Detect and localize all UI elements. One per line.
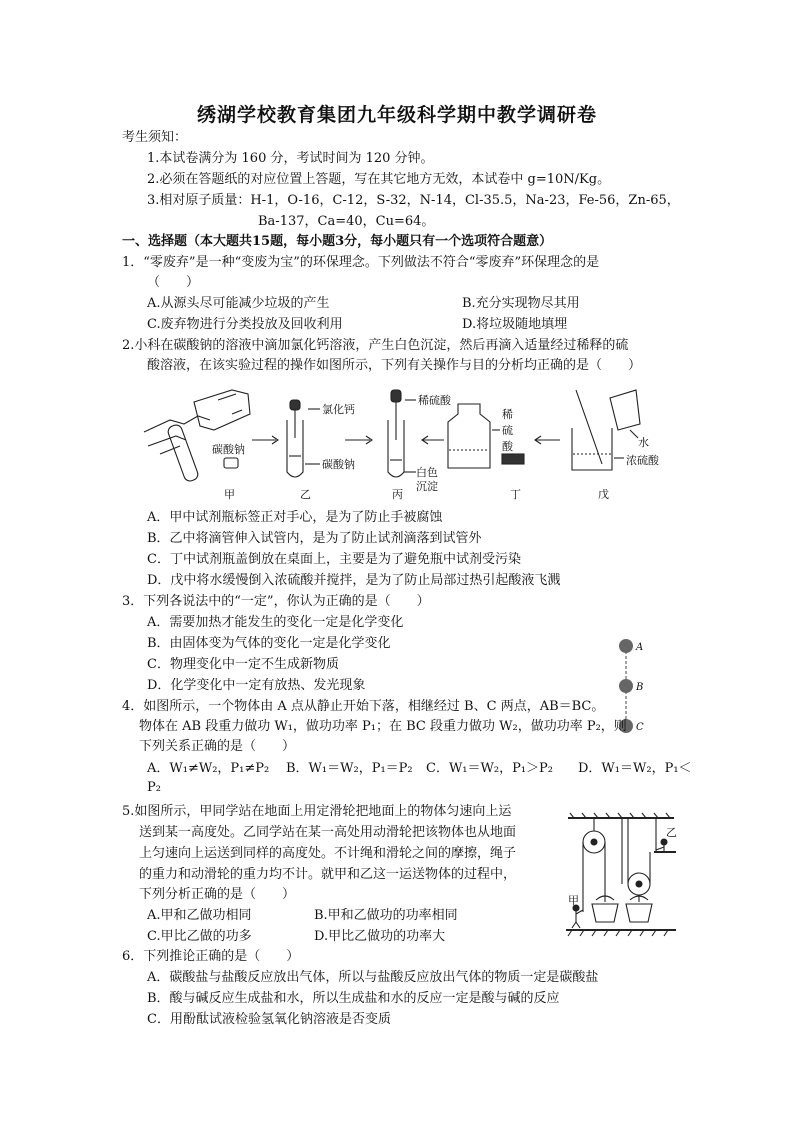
q6-stem: 6．下列推论正确的是（ ） <box>122 949 300 964</box>
fig-label-ding-3: 酸 <box>502 440 513 453</box>
notice-item: 2.必须在答题纸的对应位置上答题，写在其它地方无效，本试卷中 g=10N/Kg。 <box>147 172 611 187</box>
q5-stem: 上匀速向上运送到同样的高度处。不计绳和滑轮之间的摩擦，绳子 <box>139 846 517 861</box>
q4-option-d: D．W₁＝W₂，P₁＜ <box>578 761 692 776</box>
q5-pulley-figure <box>564 812 684 940</box>
pulley-label-yi: 乙 <box>666 826 677 839</box>
notice-item: 3.相对原子质量：H-1，O-16，C-12，S-32，N-14，Cl-35.5，Na-23，Fe-56，Zn-65， <box>147 193 680 208</box>
fig-label-wu: 戊 <box>598 488 609 501</box>
q1-option-b: B.充分实现物尽其用 <box>462 296 580 311</box>
q6-option-a: A．碳酸盐与盐酸反应放出气体，所以与盐酸反应放出气体的物质一定是碳酸盐 <box>147 970 599 985</box>
q5-option-b: B.甲和乙做功的功率相同 <box>314 908 458 923</box>
fig-label-jia-bottle: 碳酸钠 <box>212 443 245 456</box>
q1-option-c: C.废弃物进行分类投放及回收利用 <box>147 317 343 332</box>
q3-option-b: B．由固体变为气体的变化一定是化学变化 <box>147 636 391 651</box>
q4-option-a: A．W₁≠W₂，P₁≠P₂ <box>147 761 270 776</box>
fig-label-yi-bottom: 碳酸钠 <box>322 458 355 471</box>
pulley-label-jia: 甲 <box>568 894 579 907</box>
q3-stem: 3．下列各说法中的“一定”，你认为正确的是（ ） <box>122 594 430 609</box>
q2-stem: 2.小科在碳酸钠的溶液中滴加氯化钙溶液，产生白色沉淀，然后再滴入适量经过稀释的硫 <box>122 338 629 353</box>
point-b-label: B <box>636 682 644 693</box>
notice-item: 1.本试卷满分为 160 分，考试时间为 120 分钟。 <box>147 151 434 166</box>
exam-title: 绣湖学校教育集团九年级科学期中教学调研卷 <box>196 104 597 126</box>
point-a-label: A <box>636 642 644 653</box>
fig-label-bing-top: 稀硫酸 <box>418 394 451 407</box>
q4-stem: 下列关系正确的是（ ） <box>139 739 296 754</box>
q5-option-a: A.甲和乙做功相同 <box>147 908 252 923</box>
q1-stem-bracket: （ ） <box>147 275 200 290</box>
fig-label-jia: 甲 <box>224 488 235 501</box>
notice-item: Ba-137，Ca=40，Cu=64。 <box>258 214 435 229</box>
q5-option-c: C.甲比乙做的功多 <box>147 929 252 944</box>
point-b-ball <box>619 679 633 693</box>
q2-option-b: B．乙中将滴管伸入试管内，是为了防止试剂滴落到试管外 <box>147 531 482 546</box>
point-a-ball <box>619 639 633 653</box>
q2-experiment-figure <box>140 380 680 508</box>
q2-option-d: D．戊中将水缓慢倒入浓硫酸并搅拌，是为了防止局部过热引起酸液飞溅 <box>147 573 561 588</box>
q5-stem: 5.如图所示，甲同学站在地面上用定滑轮把地面上的物体匀速向上运 <box>122 804 512 819</box>
q4-option-b: B．W₁＝W₂，P₁＝P₂ <box>286 761 413 776</box>
fig-label-bing: 丙 <box>392 488 403 501</box>
fig-label-bing-ppt2: 沉淀 <box>416 480 438 493</box>
fig-label-bing-ppt1: 白色 <box>416 466 438 479</box>
section-heading: 一、选择题（本大题共15题，每小题3分，每小题只有一个选项符合题意） <box>122 234 553 249</box>
fig-label-wu-acid: 浓硫酸 <box>626 454 659 467</box>
q1-option-d: D.将垃圾随地填埋 <box>462 317 568 332</box>
q2-option-a: A．甲中试剂瓶标签正对手心，是为了防止手被腐蚀 <box>147 510 443 525</box>
q5-stem: 的重力和动滑轮的重力均不计。就甲和乙这一运送物体的过程中， <box>139 867 517 882</box>
notice-heading: 考生须知： <box>122 130 188 145</box>
fig-label-yi-top: 氯化钙 <box>322 403 355 416</box>
q4-stem: 物体在 AB 段重力做功 W₁，做功功率 P₁；在 BC 段重力做功 W₂，做功功率 P₂，则 <box>139 719 627 734</box>
q4-stem: 4．如图所示，一个物体由 A 点从静止开始下落，相继经过 B、C 两点，AB＝BC。 <box>122 699 605 714</box>
q1-stem: 1．“零废弃”是一种“变废为宝”的环保理念。下列做法不符合“零废弃”环保理念的是 <box>122 255 600 270</box>
q2-stem: 酸溶液，在该实验过程的操作如图所示，下列有关操作与目的分析均正确的是（ ） <box>147 358 642 373</box>
fig-label-wu-water: 水 <box>638 436 649 449</box>
q5-option-d: D.甲比乙做功的功率大 <box>314 929 446 944</box>
q6-option-b: B．酸与碱反应生成盐和水，所以生成盐和水的反应一定是酸与碱的反应 <box>147 991 560 1006</box>
q1-option-a: A.从源头尽可能减少垃圾的产生 <box>147 296 330 311</box>
point-c-label: C <box>636 722 644 733</box>
q5-stem: 送到某一高度处。乙同学站在某一高处用动滑轮把该物体也从地面 <box>139 825 517 840</box>
q4-option-c: C．W₁＝W₂，P₁＞P₂ <box>426 761 554 776</box>
q3-option-a: A．需要加热才能发生的变化一定是化学变化 <box>147 615 404 630</box>
q3-option-c: C．物理变化中一定不生成新物质 <box>147 657 339 672</box>
q3-option-d: D．化学变化中一定有放热、发光现象 <box>147 678 366 693</box>
fig-label-ding-1: 稀 <box>502 408 513 421</box>
fig-label-ding-2: 硫 <box>502 424 513 437</box>
fig-label-yi: 乙 <box>300 488 311 501</box>
q2-option-c: C．丁中试剂瓶盖倒放在桌面上，主要是为了避免瓶中试剂受污染 <box>147 552 521 567</box>
fig-label-ding: 丁 <box>510 488 521 501</box>
q6-option-c: C．用酚酞试液检验氢氧化钠溶液是否变质 <box>147 1012 391 1027</box>
q5-stem: 下列分析正确的是（ ） <box>139 887 296 902</box>
q4-option-d-tail: P₂ <box>147 780 161 795</box>
